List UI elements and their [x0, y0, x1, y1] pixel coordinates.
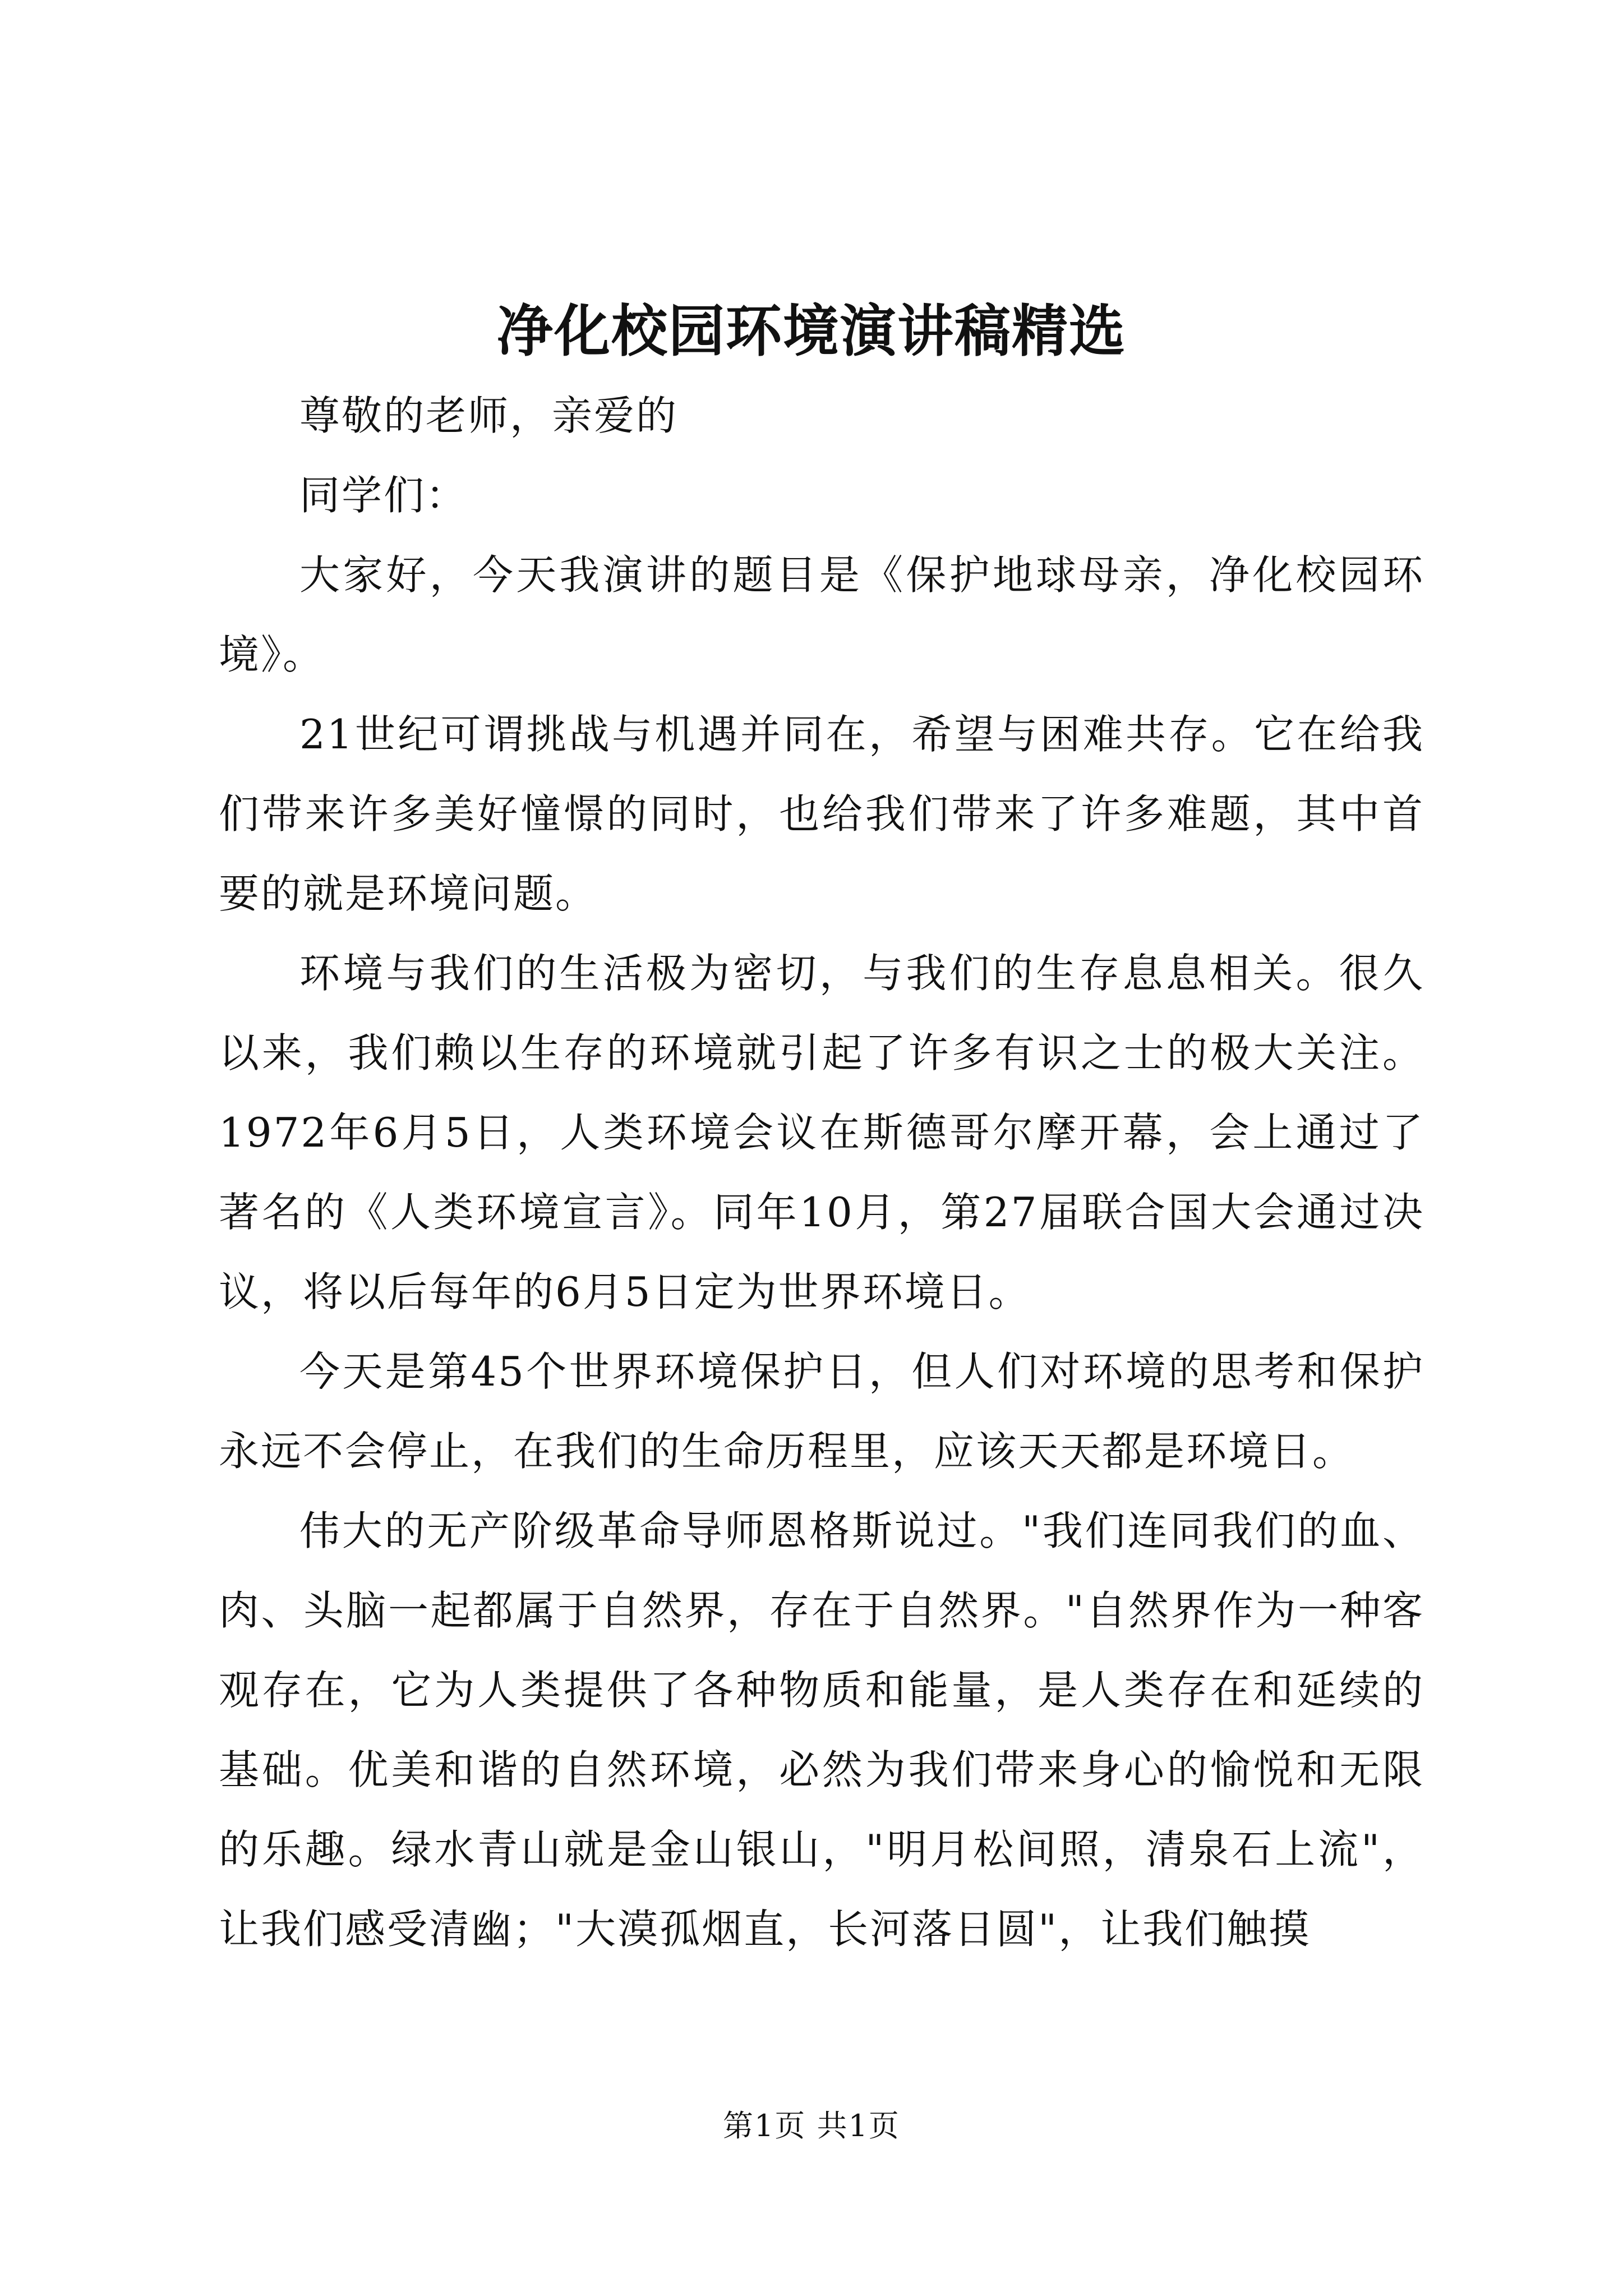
paragraph-environment-day: 今天是第45个世界环境保护日，但人们对环境的思考和保护永远不会停止，在我们的生命历程里，应该天天都是环境日。	[219, 1348, 1424, 1475]
page-footer: 第1页 共1页	[723, 2108, 900, 2143]
paragraph-environment-history: 环境与我们的生活极为密切，与我们的生存息息相关。很久以来，我们赖以生存的环境就引起了许多有识之士的极大关注。1972年6月5日，人类环境会议在斯德哥尔摩开幕，会上通过了著名的《人类环境宣言》。同年10月，第27届联合国大会通过决议，将以后每年的6月5日定为世界环境日。	[219, 950, 1424, 1315]
paragraph-salutation-2: 同学们：	[299, 472, 468, 519]
paragraph-engels-quote: 伟大的无产阶级革命导师恩格斯说过。"我们连同我们的血、肉、头脑一起都属于自然界，存在于自然界。"自然界作为一种客观存在，它为人类提供了各种物质和能量，是人类存在和延续的基础。优美和谐的自然环境，必然为我们带来身心的愉悦和无限的乐趣。绿水青山就是金山银山，"明月松间照，清泉石上流"，让我们感受清幽；"大漠孤烟直，长河落日圆"，让我们触摸	[219, 1507, 1424, 1953]
document-body	[219, 376, 1424, 1969]
paragraph-century: 21世纪可谓挑战与机遇并同在，希望与困难共存。它在给我们带来许多美好憧憬的同时，也给我们带来了许多难题，其中首要的就是环境问题。	[219, 711, 1424, 917]
document-title: 净化校园环境演讲稿精选	[497, 298, 1126, 364]
paragraph-greeting: 大家好，今天我演讲的题目是《保护地球母亲，净化校园环境》。	[219, 551, 1424, 678]
paragraph-salutation-1: 尊敬的老师，亲爱的	[299, 392, 679, 439]
